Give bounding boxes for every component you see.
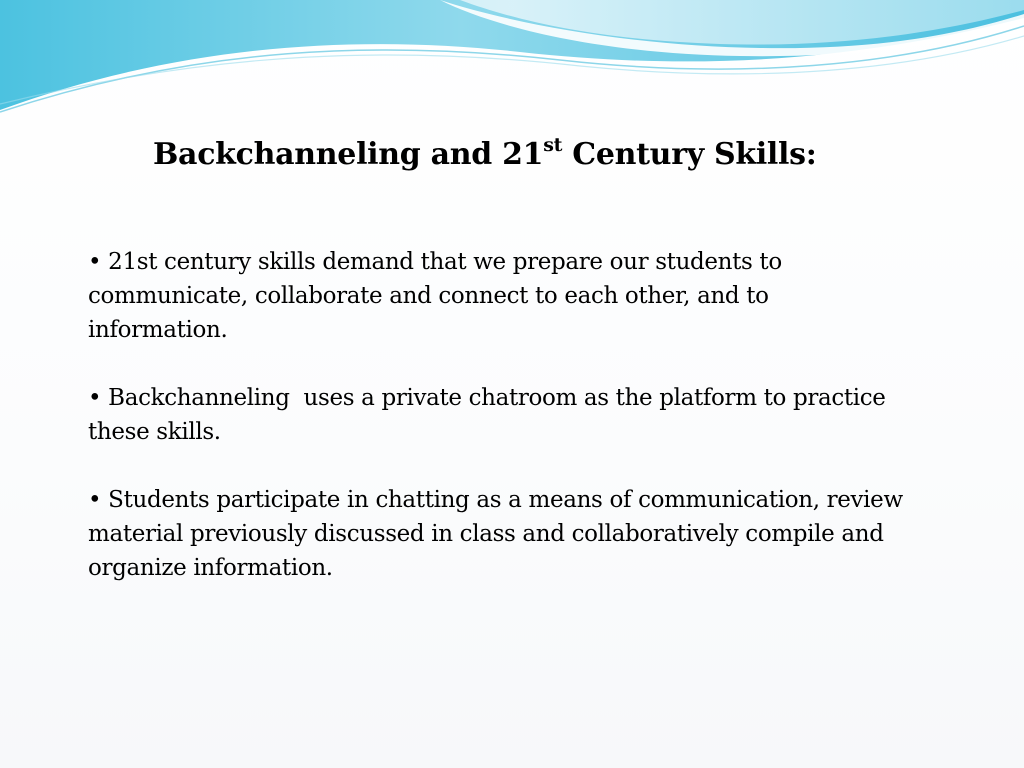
- header-wave-decoration: [0, 0, 1024, 120]
- bullet-line: communicate, collaborate and connect to each other, and to: [88, 283, 769, 309]
- bullet-line: 21st century skills demand that we prepare our students to: [101, 249, 782, 275]
- bullet-marker: •: [88, 249, 102, 275]
- bullet-line: material previously discussed in class and collaboratively compile and: [88, 521, 884, 547]
- bullet-item: [88, 381, 968, 449]
- bullet-line: Backchanneling uses a private chatroom as the platform to practice: [101, 385, 886, 411]
- bullet-list: [88, 245, 968, 619]
- bullet-marker: •: [88, 385, 102, 411]
- title-superscript: st: [543, 134, 563, 156]
- slide-title: [153, 133, 913, 177]
- title-main: Backchanneling and 21: [153, 137, 544, 172]
- bullet-line: information.: [88, 317, 228, 343]
- bullet-marker: •: [88, 487, 102, 513]
- title-rest: Century Skills:: [562, 137, 817, 172]
- bullet-line: Students participate in chatting as a means of communication, review: [101, 487, 903, 513]
- bullet-line: these skills.: [88, 419, 221, 445]
- bullet-item: [88, 483, 968, 585]
- bullet-item: [88, 245, 968, 347]
- bullet-line: organize information.: [88, 555, 333, 581]
